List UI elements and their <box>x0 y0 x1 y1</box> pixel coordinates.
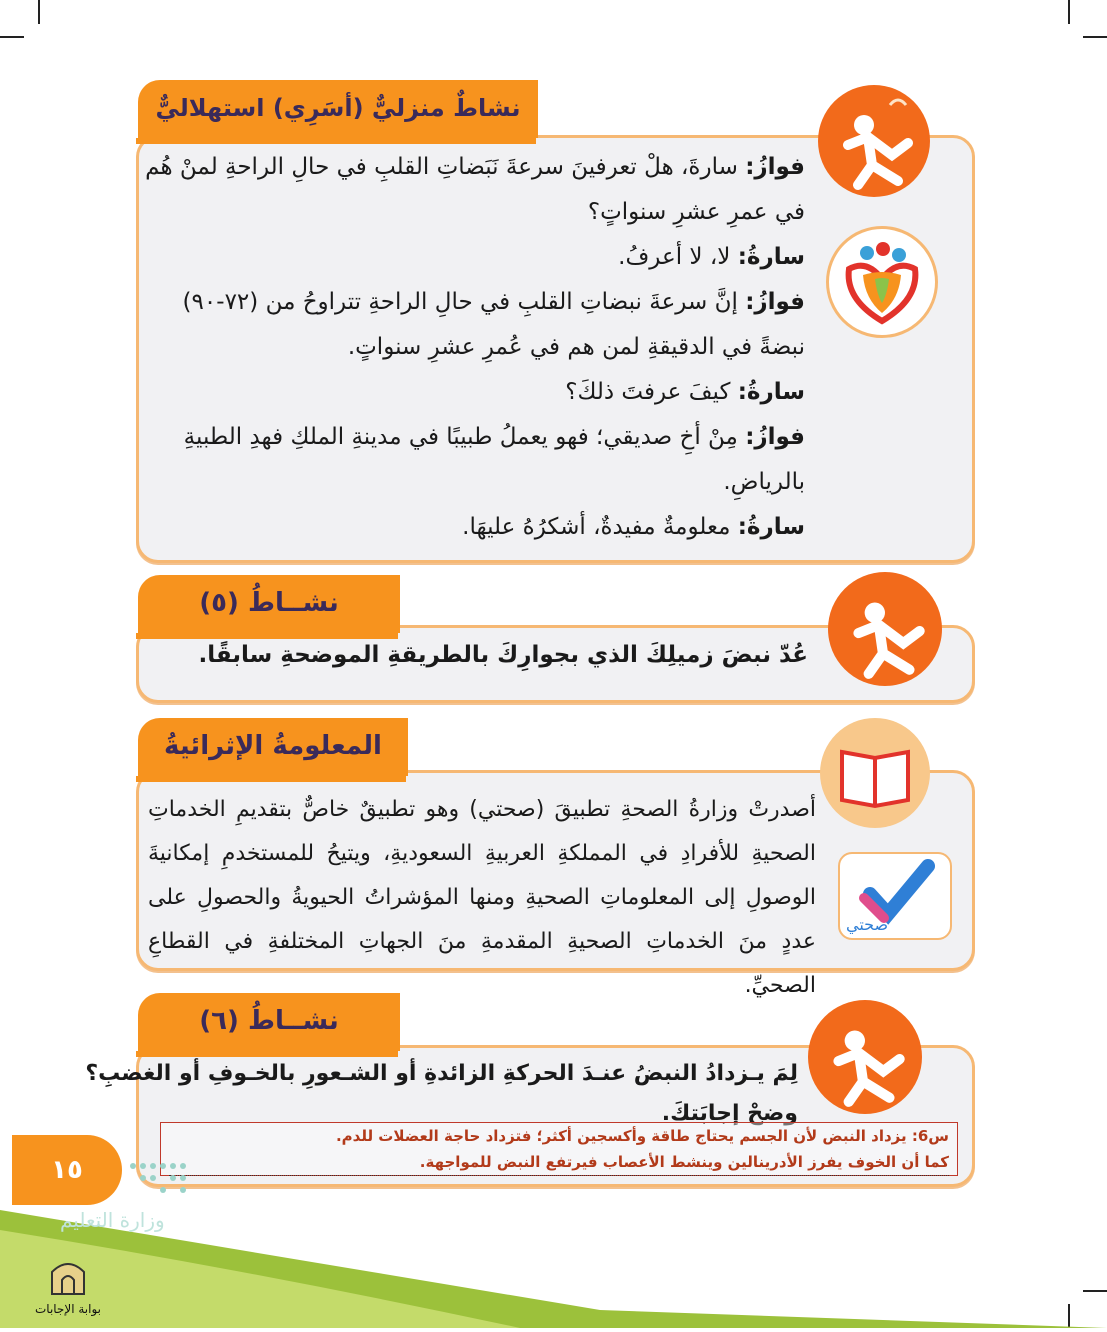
dialogue-line <box>160 235 805 280</box>
activity5-text: عُدّ نبضَ زميلِكَ الذي بجوارِكَ بالطريقةِ الموضحةِ سابقًا. <box>198 642 808 668</box>
dialogue-text: مِنْ أخِ صديقي؛ فهو يعملُ طبيبًا في مدينةِ الملكِ فهدِ الطبيةِ <box>183 424 738 450</box>
speaker-name: سارةُ: <box>737 244 805 270</box>
home-activity-title: نشاطٌ منزليٌّ (أسَرِي) استهلاليٌّ <box>138 80 538 138</box>
answer-line: س6: يزداد النبض لأن الجسم يحتاج طاقة وأكسجين أكثر؛ فتزداد حاجة العضلات للدم. <box>335 1127 949 1145</box>
activity-icon <box>808 1000 922 1114</box>
footer-wave <box>0 1200 1107 1328</box>
watermark-logo <box>28 1254 108 1320</box>
question-line: وضحْ إجابَتكَ. <box>661 1101 798 1126</box>
dialogue-line <box>160 280 805 325</box>
page-number: ١٥ <box>12 1135 122 1205</box>
question-line: لِمَ يـزدادُ النبضُ عنـدَ الحركةِ الزائدةِ أو الشـعورِ بالخـوفِ أو الغضبِ؟ <box>85 1061 798 1086</box>
dialogue-text: سارةَ، هلْ تعرفينَ سرعةَ نَبَضاتِ القلبِ في حالِ الراحةِ لمنْ هُم <box>145 154 738 180</box>
dialogue-line: في عمرِ عشرِ سنواتٍ؟ <box>587 199 805 225</box>
enrichment-text: أصدرتْ وزارةُ الصحةِ تطبيقَ (صحتي) وهو تطبيقٌ خاصٌّ بتقديمِ الخدماتِ الصحيةِ للأفرادِ في المملكةِ العربيةِ السعوديةِ، ويتيحُ للمستخدمِ إمكانيةَ الوصولِ إلى المعلوماتِ الصحيةِ ومنها المؤشراتُ الحيويةُ والحصولِ على عددٍ منَ الخدماتِ الصحيةِ المقدمةِ منَ الجهاتِ المختلفةِ في القطاعِ الصحيِّ. <box>148 797 816 998</box>
dialogue-line <box>145 145 805 190</box>
crop-mark <box>1083 36 1107 38</box>
speaker-name: فوازُ: <box>745 289 805 315</box>
crop-mark <box>38 0 40 24</box>
sehhaty-app-icon <box>838 852 952 940</box>
dialogue-text: لا، لا أعرفُ. <box>618 244 731 270</box>
dialogue-line: نبضةً في الدقيقةِ لمن هم في عُمرِ عشرِ سنواتٍ. <box>347 334 805 360</box>
activity-icon <box>818 85 930 197</box>
dialogue-line <box>160 505 805 550</box>
dialogue-line: بالرياضِ. <box>723 469 805 495</box>
activity6-title: نشــاطُ (٦) <box>138 993 400 1051</box>
answer-box <box>160 1122 958 1176</box>
speaker-name: فوازُ: <box>745 154 805 180</box>
enrichment-title: المعلومةُ الإثرائيةُ <box>138 718 408 776</box>
speaker-name: سارةُ: <box>737 514 805 540</box>
dialogue-text: كيفَ عرفتَ ذلكَ؟ <box>565 379 731 405</box>
sehhaty-app-label: صحتي <box>846 915 889 934</box>
crop-mark <box>0 36 24 38</box>
ministry-dots <box>125 1158 195 1198</box>
speaker-name: سارةُ: <box>737 379 805 405</box>
crop-mark <box>1068 0 1070 24</box>
ministry-logo-text: وزارة التعليم <box>60 1208 165 1232</box>
dialogue-line <box>160 415 805 460</box>
activity5-title: نشــاطُ (٥) <box>138 575 400 633</box>
activity-icon <box>828 572 942 686</box>
speaker-name: فوازُ: <box>745 424 805 450</box>
answer-line: كما أن الخوف يفرز الأدرينالين وينشط الأعصاب فيرتفع النبض للمواجهة. <box>169 1149 949 1176</box>
dialogue-line <box>160 370 805 415</box>
dialogue-text: إنَّ سرعةَ نبضاتِ القلبِ في حالِ الراحةِ تتراوحُ من (٧٢-٩٠) <box>182 289 738 315</box>
dialogue <box>145 145 805 550</box>
dialogue-text: معلومةٌ مفيدةٌ، أشكرُهُ عليهَا. <box>462 514 731 540</box>
watermark-label: بوابة الإجابات <box>34 1302 101 1316</box>
book-icon <box>820 718 930 828</box>
family-icon <box>826 226 938 338</box>
